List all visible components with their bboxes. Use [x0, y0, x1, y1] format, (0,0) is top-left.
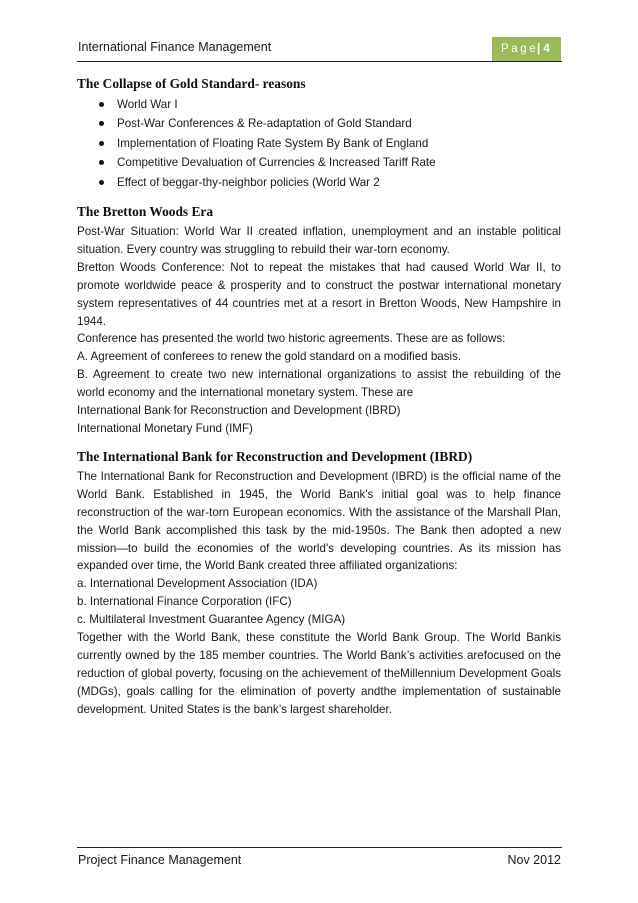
paragraph-agreement-a: A. Agreement of conferees to renew the gold standard on a modified basis.: [77, 350, 462, 364]
footer-date: Nov 2012: [507, 853, 561, 867]
footer-divider: [77, 847, 562, 848]
paragraph-ifc: b. International Finance Corporation (IFC): [77, 595, 292, 609]
paragraph-miga: c. Multilateral Investment Guarantee Agency (MIGA): [77, 613, 346, 627]
paragraph-ida: a. International Development Association (IDA): [77, 577, 318, 591]
list-item: Effect of beggar-thy-neighbor policies (World War 2: [77, 173, 561, 192]
page-body: [77, 73, 561, 719]
page-number: | 4: [537, 43, 550, 55]
gold-standard-reasons-list: [77, 95, 561, 192]
header-title: International Finance Management: [78, 40, 272, 54]
section-heading-ibrd: The International Bank for Reconstruction and Development (IBRD): [77, 448, 473, 464]
list-item: Competitive Devaluation of Currencies & Increased Tariff Rate: [77, 153, 561, 172]
footer-course-title: Project Finance Management: [78, 853, 242, 867]
page-label: Page: [501, 43, 539, 55]
paragraph-agreement-b: B. Agreement to create two new international organizations to assist the rebuilding of the world economy and the international monetary system. These are: [77, 368, 561, 400]
page-number-box: [492, 37, 561, 61]
paragraph-bretton-woods-conference: Bretton Woods Conference: Not to repeat the mistakes that had caused World War II, to promote worldwide peace & prosperity and to construct the postwar international monetary system representatives of 44 countries met at a resort in Bretton Woods, New Hampshire in 1944.: [77, 260, 561, 328]
paragraph-agreements-intro: Conference has presented the world two historic agreements. These are as follows:: [77, 332, 506, 346]
paragraph-imf-name: International Monetary Fund (IMF): [77, 422, 253, 435]
list-item: Implementation of Floating Rate System By Bank of England: [77, 134, 561, 153]
header-divider: [77, 61, 562, 62]
paragraph-ibrd-history: The International Bank for Reconstruction and Development (IBRD) is the official name of the World Bank. Established in 1945, the World Bank's initial goal was to help finance reconstruction of the war-torn European economics. With the assistance of the Marshall Plan, the World Bank accomplished this task by the mid-1950s. The Bank then adopted a new mission—to build the economies of the world's developing countries. As its mission has expanded over time, the World Bank created three affiliated organizations:: [77, 469, 561, 573]
paragraph-world-bank-group: Together with the World Bank, these constitute the World Bank Group. The World Bankis currently owned by the 185 member countries. The World Bank’s activities arefocused on the reduction of global poverty, focusing on the achievement of theMillennium Development Goals (MDGs), goals calling for the elimination of poverty andthe implementation of sustainable development. United States is the bank’s largest shareholder.: [77, 631, 561, 716]
section-heading-bretton-woods: The Bretton Woods Era: [77, 204, 214, 220]
paragraph-post-war-situation: Post-War Situation: World War II created inflation, unemployment and an instable political situation. Every country was struggling to rebuild their war-torn economy.: [77, 225, 561, 256]
section-heading-gold-standard: The Collapse of Gold Standard- reasons: [77, 76, 306, 91]
list-item: Post-War Conferences & Re-adaptation of Gold Standard: [77, 114, 561, 133]
paragraph-ibrd-name: International Bank for Reconstruction and Development (IBRD): [77, 404, 401, 418]
list-item: World War I: [77, 95, 561, 114]
